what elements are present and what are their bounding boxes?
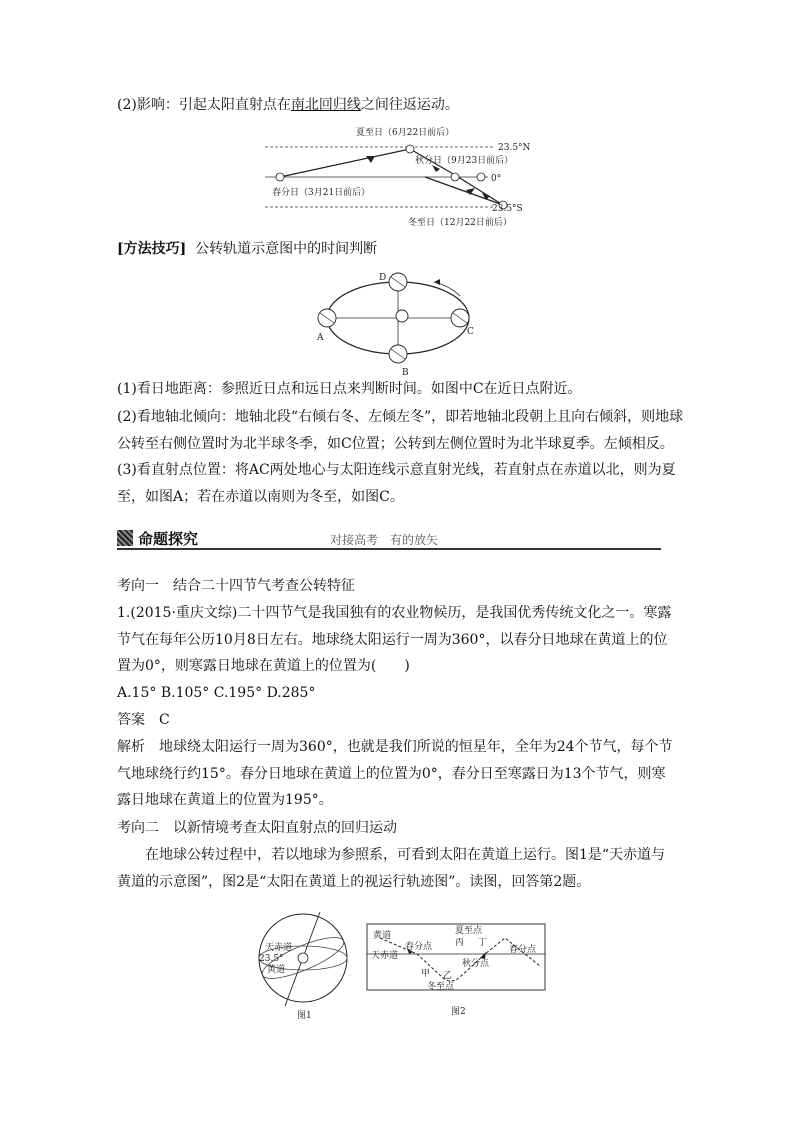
q1-line-3: 置为0°，则寒露日地球在黄道上的位置为( ) [117,658,410,674]
q1-analysis-1: 解析 地球绕太阳运行一周为360°，也就是我们所说的恒星年，全年为24个节气，每个节 [117,739,673,755]
n235-label: 23.5°N [498,143,531,153]
orbit-label-d: D [379,273,387,283]
equator-label: 0° [491,174,502,184]
fig2-xiazhi: 夏至点 [455,926,483,936]
orbit-figure [310,268,485,378]
influence-suffix: 之间往返运动。 [360,97,459,113]
winter-label: 冬至日（12月22日前后） [408,218,512,228]
sun-icon [396,310,408,322]
point-3b: 至，如图A；若在赤道以南则为冬至，如图C。 [117,489,404,505]
method-heading [117,239,377,259]
q2-heading: 考向二 以新情境考查太阳直射点的回归运动 [117,820,397,836]
orbit-label-a: A [317,333,324,343]
s235-label: 23.5°S [492,204,523,214]
fig2-chunfen-2: 春分点 [509,945,537,955]
celestial-sphere-figure [245,910,365,1022]
fig2-jia: 甲 [421,969,431,979]
fig2-tianchidao: 天赤道 [371,951,399,961]
influence-line [117,95,459,115]
section-right: 对接高考 有的放矢 [330,533,439,547]
fig1-caption: 图1 [297,1011,312,1021]
fig2-ding: 丁 [478,938,488,948]
fig2-caption: 图2 [451,1007,466,1017]
section-title: 命题探究 [138,530,199,548]
fig1-angle: 23.5° [259,954,284,964]
fig1-tianchidao: 天赤道 [265,943,293,953]
q2-line-2: 黄道的示意图”，图2是“太阳在黄道上的视运行轨迹图”。读图，回答第2题。 [117,874,591,890]
q1-answer: 答案 C [117,712,170,728]
fig2-huangdao: 黄道 [373,931,392,941]
influence-underline: 南北回归线 [290,97,361,113]
spring-label: 春分日（3月21日前后） [272,188,371,198]
method-bracket: [方法技巧] [117,241,187,257]
q1-analysis-2: 气地球绕行约15°。春分日地球在黄道上的位置为0°，春分日至寒露日为13个节气，则寒 [117,766,666,782]
fig2-chunfen-1: 春分点 [405,942,433,952]
solar-path-figure [365,922,550,1022]
section-icon [117,530,133,546]
point-3a: (3)看直射点位置：将AC两处地心与太阳连线示意直射光线，若直射点在赤道以北，则为夏 [117,462,676,478]
fig2-qiufen: 秋分点 [462,959,490,969]
method-title: 公转轨道示意图中的时间判断 [195,241,378,257]
q2-line-1: 在地球公转过程中，若以地球为参照系，可看到太阳在黄道上运行。图1是“天赤道与 [145,847,666,863]
fig2-dongzhi: 冬至点 [427,982,455,992]
earth-icon [298,953,308,963]
orbit-label-b: B [402,368,409,378]
point-2b: 公转至右侧位置时为北半球冬季，如C位置；公转到左侧位置时为北半球夏季。左倾相反。 [117,436,674,452]
fig2-yi: 乙 [443,971,453,981]
point-1: (1)看日地距离：参照近日点和远日点来判断时间。如图中C在近日点附近。 [117,381,582,397]
point-2a: (2)看地轴北倾向：地轴北段“右倾右冬、左倾左冬”，即若地轴北段朝上且向右倾斜，则地球 [117,409,684,425]
summer-label: 夏至日（6月22日前后） [356,128,455,138]
q1-analysis-3: 露日地球在黄道上的位置为195°。 [117,792,333,808]
q1-line-2: 节气在每年公历10月8日左右。地球绕太阳运行一周为360°，以春分日地球在黄道上的位 [117,632,668,648]
section-divider [117,548,661,550]
fig1-huangdao: 黄道 [267,965,286,975]
autumn-label: 秋分日（9月23日前后） [415,156,514,166]
subsolar-migration-figure [260,125,535,230]
q1-heading: 考向一 结合二十四节气考查公转特征 [117,578,355,594]
q1-options: A.15° B.105° C.195° D.285° [117,685,316,701]
q1-line-1: 1.(2015·重庆文综)二十四节气是我国独有的农业物候历，是我国优秀传统文化之一。寒露 [117,605,672,621]
fig2-bing: 丙 [455,938,465,948]
orbit-label-c: C [467,327,474,337]
influence-prefix: (2)影响：引起太阳直射点在 [117,97,291,113]
